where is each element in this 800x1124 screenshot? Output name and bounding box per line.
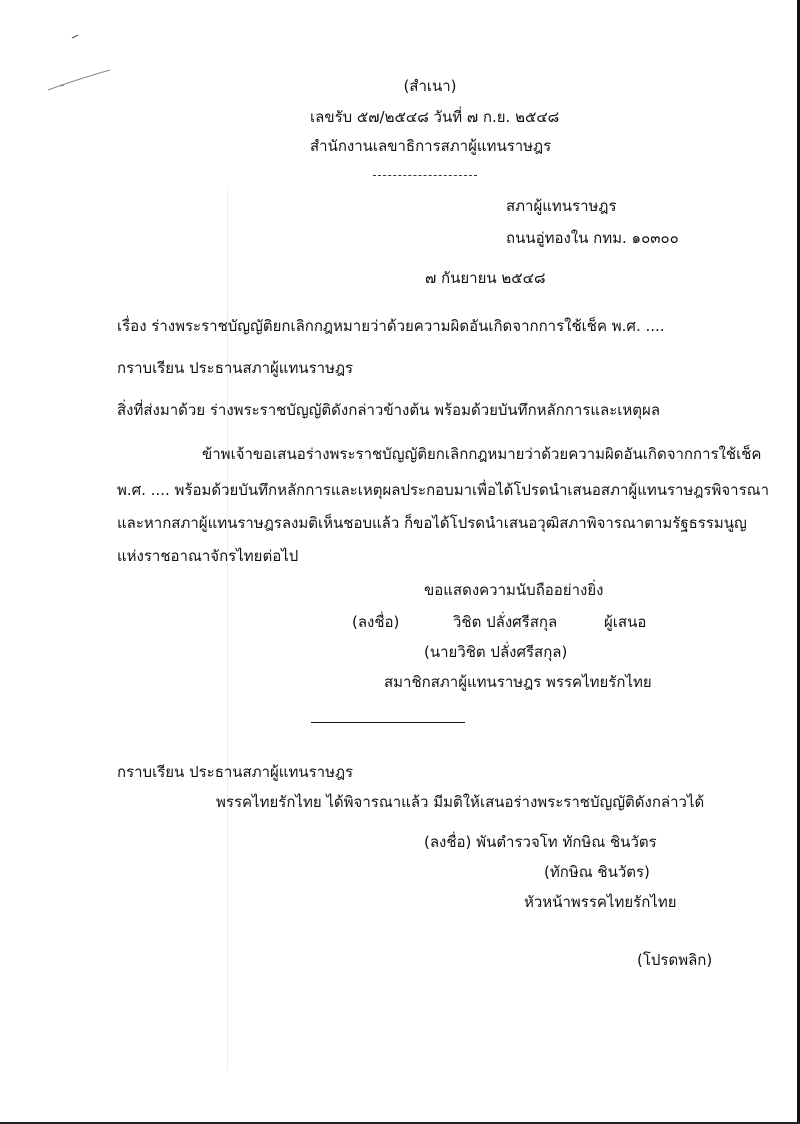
- sign-label: (ลงชื่อ): [352, 613, 400, 631]
- endorsement-text: พรรคไทยรักไทย ได้พิจารณาแล้ว มีมติให้เสนอร่างพระราชบัญญัติดังกล่าวได้: [216, 793, 705, 811]
- scan-mark: [40, 28, 120, 98]
- body-line: ข้าพเจ้าขอเสนอร่างพระราชบัญญัติยกเลิกกฎหมายว่าด้วยความผิดอันเกิดจากการใช้เช็ค: [202, 445, 762, 463]
- body-line: และหากสภาผู้แทนราษฎรลงมติเห็นชอบแล้ว ก็ขอได้โปรดนำเสนอวุฒิสภาพิจารณาตามรัฐธรรมนูญ: [117, 514, 747, 532]
- subject-line: เรื่อง ร่างพระราชบัญญัติยกเลิกกฎหมายว่าด้วยความผิดอันเกิดจากการใช้เช็ค พ.ศ. ....: [117, 317, 665, 335]
- signer-full-name: (นายวิชิต ปลั่งศรีสกุล): [424, 643, 568, 661]
- endorsement-position: หัวหน้าพรรคไทยรักไทย: [524, 893, 677, 911]
- office-name: สำนักงานเลขาธิการสภาผู้แทนราษฎร: [310, 137, 552, 155]
- receipt-line: เลขรับ ๕๗/๒๕๔๘ วันที่ ๗ ก.ย. ๒๕๔๘: [310, 108, 560, 126]
- enclosure-line: สิ่งที่ส่งมาด้วย ร่างพระราชบัญญัติดังกล่าวข้างต้น พร้อมด้วยบันทึกหลักการและเหตุผล: [117, 401, 661, 419]
- endorsement-sign-line: (ลงชื่อ) พันตำรวจโท ทักษิณ ชินวัตร: [424, 833, 657, 851]
- body-line: พ.ศ. .... พร้อมด้วยบันทึกหลักการและเหตุผลประกอบมาเพื่อได้โปรดนำเสนอสภาผู้แทนราษฎรพิจารณา: [117, 481, 769, 499]
- body-line: แห่งราชอาณาจักรไทยต่อไป: [117, 547, 299, 565]
- closing-respect: ขอแสดงความนับถืออย่างยิ่ง: [424, 581, 604, 599]
- address-line-1: สภาผู้แทนราษฎร: [506, 197, 617, 215]
- letter-date: ๗ กันยายน ๒๕๔๘: [425, 269, 546, 287]
- endorsement-name: (ทักษิณ ชินวัตร): [544, 863, 650, 881]
- signer-name: วิชิต ปลั่งศรีสกุล: [453, 613, 558, 631]
- copy-label: (สำเนา): [403, 77, 457, 95]
- endorsement-salutation: กราบเรียน ประธานสภาผู้แทนราษฎร: [117, 763, 354, 781]
- section-divider: [311, 722, 465, 723]
- signer-position: สมาชิกสภาผู้แทนราษฎร พรรคไทยรักไทย: [384, 673, 652, 691]
- header-divider: [373, 175, 477, 176]
- turn-over-note: (โปรดพลิก): [637, 951, 713, 969]
- signer-role: ผู้เสนอ: [604, 613, 647, 631]
- address-line-2: ถนนอู่ทองใน กทม. ๑๐๓๐๐: [506, 229, 679, 247]
- salutation: กราบเรียน ประธานสภาผู้แทนราษฎร: [117, 359, 354, 377]
